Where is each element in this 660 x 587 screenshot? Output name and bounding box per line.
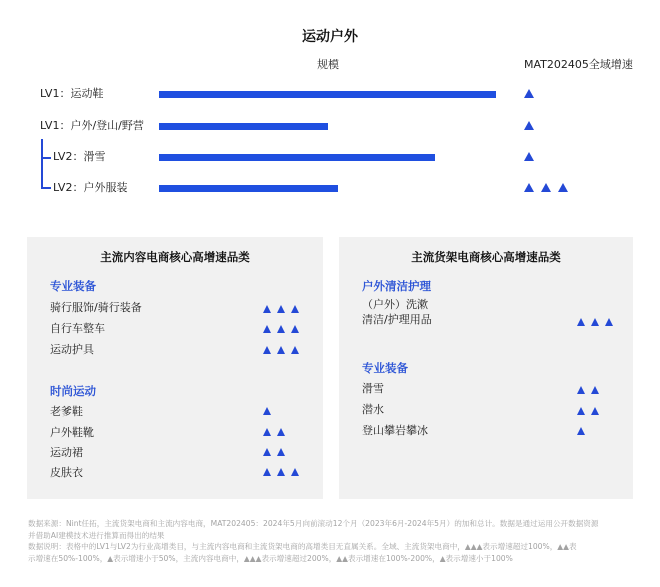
tree-connector-line <box>41 139 43 188</box>
scale-column-header: 规模 <box>317 58 339 71</box>
growth-indicator-row-3 <box>524 152 534 161</box>
list-item-line2: 清洁/护理用品 <box>362 313 432 326</box>
list-item: 皮肤衣 <box>50 466 83 479</box>
growth-column-header: MAT202405全域增速 <box>524 58 633 71</box>
growth-indicator <box>577 427 585 435</box>
list-item: 户外鞋靴 <box>50 426 94 439</box>
bar-lv2-apparel <box>159 185 338 192</box>
growth-indicator-row-2 <box>524 121 534 130</box>
list-item: 骑行服饰/骑行装备 <box>50 301 142 314</box>
triangle-up-icon <box>277 428 285 436</box>
triangle-up-icon <box>577 386 585 394</box>
panel-title: 主流货架电商核心高增速品类 <box>411 250 561 264</box>
list-item: 登山攀岩攀冰 <box>362 424 428 437</box>
row-label-lv2-ski: LV2：滑雪 <box>53 150 106 163</box>
growth-indicator <box>263 428 285 436</box>
list-item-line1: （户外）洗漱 <box>362 298 428 311</box>
row-label-lv1-outdoor: LV1：户外/登山/野营 <box>40 119 144 132</box>
triangle-up-icon <box>577 318 585 326</box>
footnote-explanation-line2: 示增速在50%-100%，▲表示增速小于50%，主流内容电商中，▲▲▲表示增速超过200%，▲▲表示增速在100%-200%，▲表示增速小于100% <box>28 553 513 563</box>
bar-lv1-shoes <box>159 91 496 98</box>
growth-indicator <box>263 448 285 456</box>
list-item: 滑雪 <box>362 382 384 395</box>
list-item: 老爹鞋 <box>50 405 83 418</box>
tree-branch-line <box>41 187 51 189</box>
triangle-up-icon <box>263 468 271 476</box>
footnote-source-line2: 并借助AI建模技术进行推算而得出的结果 <box>28 530 165 540</box>
shelf-ecommerce-panel <box>339 237 633 499</box>
triangle-up-icon <box>605 318 613 326</box>
triangle-up-icon <box>263 448 271 456</box>
growth-indicator <box>263 407 271 415</box>
panel-title: 主流内容电商核心高增速品类 <box>100 250 250 264</box>
triangle-up-icon <box>277 468 285 476</box>
group-heading-pro-gear: 专业装备 <box>50 279 96 293</box>
triangle-up-icon <box>577 407 585 415</box>
triangle-up-icon <box>263 325 271 333</box>
footnotes <box>28 518 648 564</box>
content-ecommerce-panel <box>27 237 323 499</box>
growth-indicator <box>263 468 299 476</box>
list-item: 运动护具 <box>50 343 94 356</box>
triangle-up-icon <box>291 468 299 476</box>
bar-lv2-ski <box>159 154 435 161</box>
growth-indicator <box>577 318 613 326</box>
tree-branch-line <box>41 157 51 159</box>
triangle-up-icon <box>577 427 585 435</box>
footnote-explanation-line1: 数据说明：表格中的LV1与LV2为行业高增类目，与主流内容电商和主流货架电商的高增类目无直属关系。全域、主流货架电商中，▲▲▲表示增速超过100%，▲▲表 <box>28 542 577 551</box>
growth-indicator <box>577 407 599 415</box>
growth-indicator <box>263 325 299 333</box>
triangle-up-icon <box>591 407 599 415</box>
footnote-source-line1: 数据来源：Nint任拓，主流货架电商和主流内容电商，MAT202405：2024年5月向前滚动12个月（2023年6月-2024年5月）的加和总计。数据是通过运用公开数据资源 <box>28 519 599 528</box>
chart-title: 运动户外 <box>302 29 358 45</box>
triangle-up-icon <box>558 183 568 192</box>
triangle-up-icon <box>524 183 534 192</box>
bar-lv1-outdoor <box>159 123 328 130</box>
triangle-up-icon <box>263 428 271 436</box>
triangle-up-icon <box>263 346 271 354</box>
group-heading-fashion-sport: 时尚运动 <box>50 384 96 398</box>
triangle-up-icon <box>263 407 271 415</box>
triangle-up-icon <box>291 346 299 354</box>
growth-indicator <box>263 305 299 313</box>
growth-indicator-row-4 <box>524 183 568 192</box>
group-heading-pro-gear: 专业装备 <box>362 361 408 375</box>
row-label-lv1-shoes: LV1：运动鞋 <box>40 87 104 100</box>
triangle-up-icon <box>277 346 285 354</box>
triangle-up-icon <box>263 305 271 313</box>
list-item: 运动裙 <box>50 446 83 459</box>
triangle-up-icon <box>277 448 285 456</box>
triangle-up-icon <box>291 325 299 333</box>
growth-indicator <box>263 346 299 354</box>
triangle-up-icon <box>524 152 534 161</box>
triangle-up-icon <box>591 318 599 326</box>
row-label-lv2-apparel: LV2：户外服装 <box>53 181 128 194</box>
group-heading-outdoor-cleaning: 户外清洁护理 <box>362 279 431 293</box>
triangle-up-icon <box>277 325 285 333</box>
growth-indicator-row-1 <box>524 89 534 98</box>
triangle-up-icon <box>524 89 534 98</box>
triangle-up-icon <box>277 305 285 313</box>
triangle-up-icon <box>524 121 534 130</box>
growth-indicator <box>577 386 599 394</box>
triangle-up-icon <box>291 305 299 313</box>
triangle-up-icon <box>541 183 551 192</box>
list-item: 自行车整车 <box>50 322 105 335</box>
list-item: 潜水 <box>362 403 384 416</box>
triangle-up-icon <box>591 386 599 394</box>
